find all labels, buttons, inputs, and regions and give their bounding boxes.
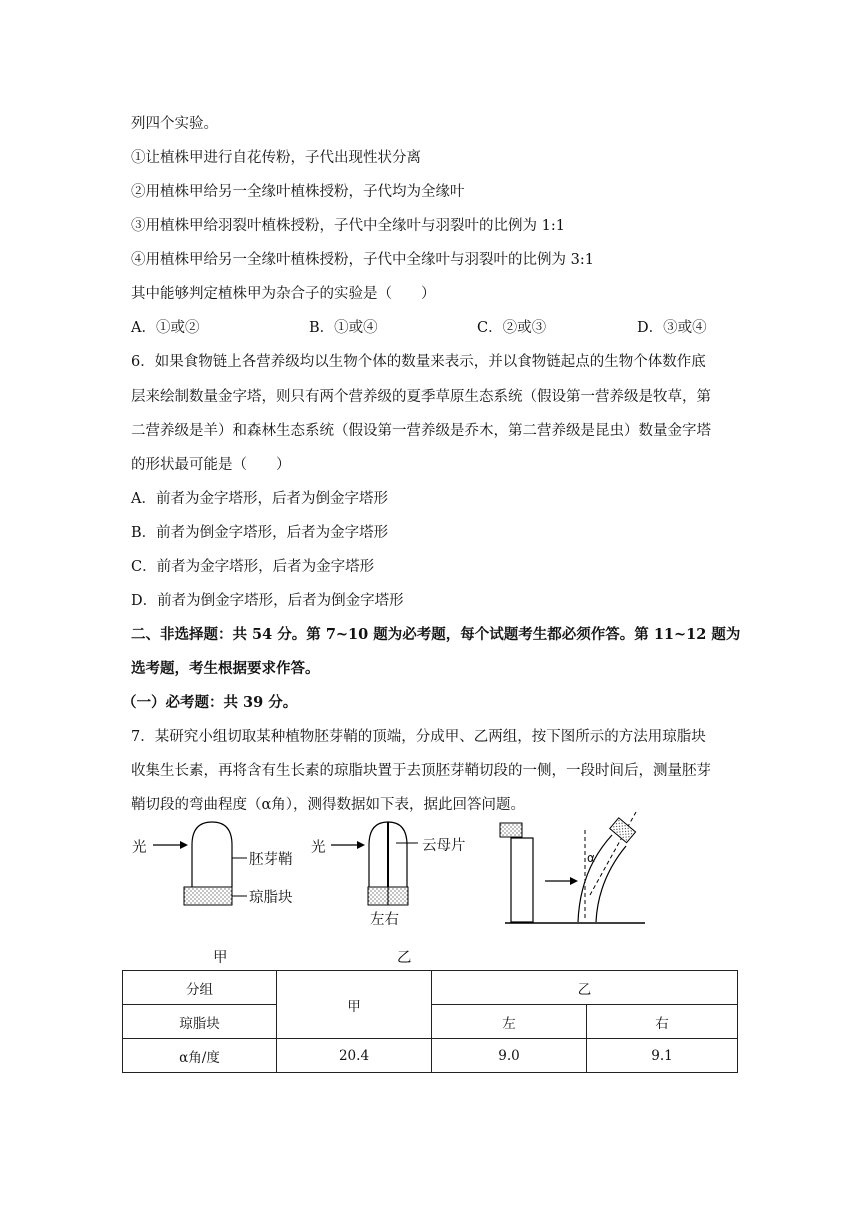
stem-segment-straight [511,838,533,922]
value-jia: 20.4 [277,1039,432,1073]
header-left: 左 [432,1005,587,1039]
q5-question: 其中能够判定植株甲为杂合子的实验是（ ） [131,286,436,302]
label-coleoptile: 胚芽鞘 [249,852,293,868]
data-table [122,970,738,1073]
q6-option-a: A．前者为金字塔形，后者为倒金字塔形 [131,491,388,507]
label-alpha: α [587,851,595,865]
panel-yi [331,822,418,905]
q5-experiment-1: ①让植株甲进行自花传粉，子代出现性状分离 [131,150,421,166]
q6-option-d: D．前者为倒金字塔形，后者为倒金字塔形 [131,593,404,609]
panel-jia [153,822,247,905]
q7-paragraph-line-2: 收集生长素，再将含有生长素的琼脂块置于去顶胚芽鞘切段的一侧，一段时间后，测量胚芽 [131,763,711,779]
q6-option-c: C．前者为金字塔形，后者为金字塔形 [131,559,375,575]
q6-paragraph-line-1: 6．如果食物链上各营养级均以生物个体的数量来表示，并以食物链起点的生物个体数作底 [131,354,706,370]
header-yi: 乙 [432,971,738,1005]
q5-experiment-2: ②用植株甲给另一全缘叶植株授粉，子代均为全缘叶 [131,184,465,200]
coleoptile-jia [192,822,232,887]
label-left-right: 左右 [370,912,399,928]
header-right: 右 [587,1005,738,1039]
q7-paragraph-line-3: 鞘切段的弯曲程度（α角），测得数据如下表，据此回答问题。 [131,797,526,813]
q5-option-d: D．③或④ [637,320,707,336]
section-heading-line-1: 二、非选择题：共 54 分。第 7~10 题为必考题，每个试题考生都必须作答。第 11~12 题为 [131,626,741,643]
q5-option-b: B．①或④ [309,320,378,336]
label-panel-yi: 乙 [397,950,412,966]
bent-coleoptile-left [578,835,612,922]
label-agar: 琼脂块 [249,890,293,906]
q5-option-a: A．①或② [131,320,200,336]
table-row [123,971,738,1005]
value-right: 9.1 [587,1039,738,1073]
row-label-alpha: α角/度 [123,1039,277,1073]
label-mica: 云母片 [422,838,466,854]
panel-bending [500,812,645,923]
table-row [123,1039,738,1073]
label-panel-jia: 甲 [213,950,228,966]
agar-block-jia [184,887,232,905]
section-heading-line-2: 选考题，考生根据要求作答。 [131,660,320,677]
label-light-2: 光 [311,840,326,856]
q6-paragraph-line-4: 的形状最可能是（ ） [131,457,291,473]
q5-intro-line: 列四个实验。 [131,116,218,132]
label-light-1: 光 [132,840,147,856]
q7-paragraph-line-1: 7．某研究小组切取某种植物胚芽鞘的顶端，分成甲、乙两组，按下图所示的方法用琼脂块 [131,729,706,745]
q6-option-b: B．前者为倒金字塔形，后者为金字塔形 [131,525,389,541]
header-jia: 甲 [277,971,432,1039]
q6-paragraph-line-2: 层来绘制数量金字塔，则只有两个营养级的夏季草原生态系统（假设第一营养级是牧草，第 [131,389,711,405]
q5-option-c: C．②或③ [477,320,547,336]
row-label-agar: 琼脂块 [123,1005,277,1039]
agar-block-right [388,887,408,905]
header-group: 分组 [123,971,277,1005]
agar-block-top [500,823,522,837]
agar-block-tilted [610,818,636,843]
value-left: 9.0 [432,1039,587,1073]
agar-block-left [368,887,388,905]
q5-experiment-3: ③用植株甲给羽裂叶植株授粉，子代中全缘叶与羽裂叶的比例为 1:1 [131,218,565,234]
subsection-heading: （一）必考题：共 39 分。 [122,694,298,711]
q6-paragraph-line-3: 二营养级是羊）和森林生态系统（假设第一营养级是乔木，第二营养级是昆虫）数量金字塔 [131,423,711,439]
q5-experiment-4: ④用植株甲给另一全缘叶植株授粉，子代中全缘叶与羽裂叶的比例为 3:1 [131,252,594,268]
